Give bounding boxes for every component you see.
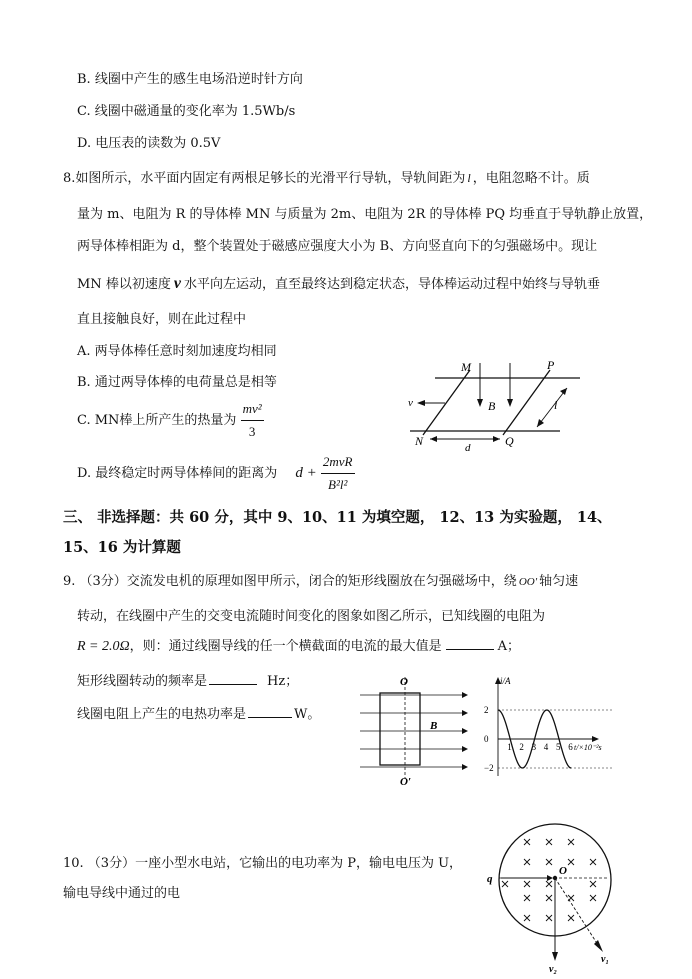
option-c-prev: C. 线圈中磁通量的变化率为 1.5Wb/s bbox=[77, 104, 296, 119]
q8-line1: 8.如图所示，水平面内固定有两根足够长的光滑平行导轨，导轨间距为 l ，电阻忽略不计。质 bbox=[63, 171, 590, 186]
q9-line2: 转动，在线圈中产生的交变电流随时间变化的图象如图乙所示，已知线圈的电阻为 bbox=[77, 609, 546, 624]
q9-line3: R = 2.0Ω，则：通过线圈导线的任一个横截面的电流的最大值是 A； bbox=[77, 639, 521, 654]
label-B: B bbox=[488, 399, 496, 413]
option-d-prev: D. 电压表的读数为 0.5V bbox=[77, 136, 221, 151]
answer-blank-power[interactable] bbox=[248, 707, 292, 718]
label-v2: v₂ bbox=[549, 964, 557, 975]
y-tick-label: 2 bbox=[484, 705, 489, 715]
field-cross-icon bbox=[502, 881, 508, 887]
x-tick-label: 3 bbox=[531, 742, 537, 752]
label-O-prime: O′ bbox=[400, 776, 412, 785]
field-cross-icon bbox=[590, 881, 596, 887]
label-l: l bbox=[554, 398, 558, 412]
field-cross-icon bbox=[546, 915, 552, 921]
label-v1: v₁ bbox=[601, 954, 609, 965]
q9-current-time-chart bbox=[476, 672, 612, 782]
q8-line3: 两导体棒相距为 d，整个装置处于磁感应强度大小为 B、方向竖直向下的匀强磁场中。现让 bbox=[77, 239, 598, 254]
field-cross-icon bbox=[546, 881, 552, 887]
field-cross-icon bbox=[590, 895, 596, 901]
section-3-heading-line1: 三、 非选择题：共 60 分，其中 9、10、11 为填空题， 12、13 为实验题， 14、 bbox=[63, 509, 612, 526]
q8-rails-figure bbox=[405, 355, 585, 455]
q8-line5: 直且接触良好，则在此过程中 bbox=[77, 312, 247, 327]
answer-blank-max-current[interactable] bbox=[446, 639, 494, 650]
q8-option-c: C. MN棒上所产生的热量为 $\frac{\text{mv²}}{3}$ bbox=[77, 398, 264, 443]
q9-coil-figure bbox=[358, 673, 468, 785]
field-cross-icon bbox=[590, 859, 596, 865]
x-tick-label: 4 bbox=[543, 742, 549, 752]
label-d: d bbox=[465, 442, 471, 454]
q8-line2: 量为 m、电阻为 R 的导体棒 MN 与质量为 2m、电阻为 2R 的导体棒 PQ 均垂直于导轨静止放置， bbox=[77, 207, 653, 222]
field-cross-icon bbox=[568, 915, 574, 921]
field-cross-icon bbox=[524, 839, 530, 845]
label-N: N bbox=[415, 434, 424, 448]
label-M: M bbox=[461, 360, 471, 374]
y-axis-label: i/A bbox=[500, 676, 511, 686]
label-P: P bbox=[547, 358, 555, 372]
q10-circular-field-figure bbox=[485, 820, 625, 976]
q9-line5: 线圈电阻上产生的电热功率是 W。 bbox=[77, 707, 321, 722]
option-d-fraction: $\frac{\text{2mvR}}{\text{B²l²}}$ bbox=[321, 451, 355, 496]
field-cross-icon bbox=[524, 859, 530, 865]
label-v: v bbox=[408, 397, 413, 409]
field-cross-icon bbox=[568, 839, 574, 845]
x-tick-label: 2 bbox=[519, 742, 524, 752]
x-tick-label: 5 bbox=[556, 742, 561, 752]
field-cross-icon bbox=[524, 915, 530, 921]
q10-line2: 输电导线中通过的电 bbox=[63, 886, 181, 901]
label-q: q bbox=[487, 873, 493, 885]
field-cross-icon bbox=[524, 881, 530, 887]
field-cross-icon bbox=[546, 859, 552, 865]
section-3-heading-line2: 15、16 为计算题 bbox=[63, 539, 181, 556]
label-Q: Q bbox=[505, 434, 514, 448]
label-B-field: B bbox=[430, 720, 438, 732]
x-tick-label: 6 bbox=[568, 742, 573, 752]
label-O: O bbox=[400, 676, 408, 688]
option-c-fraction: $\frac{\text{mv²}}{3}$ bbox=[241, 398, 264, 443]
x-tick-label: 1 bbox=[507, 742, 512, 752]
field-cross-icon bbox=[546, 839, 552, 845]
q8-option-b: B. 通过两导体棒的电荷量总是相等 bbox=[77, 375, 277, 390]
q9-line4: 矩形线圈转动的频率是 Hz； bbox=[77, 674, 299, 689]
q8-line4: MN 棒以初速度 v 水平向左运动，直至最终达到稳定状态，导体棒运动过程中始终与导轨垂 bbox=[77, 275, 600, 292]
y-tick-label: −2 bbox=[484, 763, 494, 773]
y-tick-label: 0 bbox=[484, 734, 489, 744]
q8-option-d: D. 最终稳定时两导体棒间的距离为 d + $\frac{\text{2mvR}}{\text{B²l²}}$ bbox=[77, 451, 355, 496]
label-O-center: O bbox=[559, 865, 567, 877]
field-cross-icon bbox=[546, 895, 552, 901]
q10-line1: 10. （3分）一座小型水电站，它输出的电功率为 P，输电电压为 U， bbox=[63, 856, 463, 871]
x-axis-label: t/×10⁻²s bbox=[574, 743, 602, 752]
q9-line1: 9. （3分）交流发电机的原理如图甲所示，闭合的矩形线圈放在匀强磁场中，绕 OO′ 轴匀速 bbox=[63, 574, 579, 589]
field-cross-icon bbox=[524, 895, 530, 901]
answer-blank-frequency[interactable] bbox=[209, 674, 257, 685]
option-b-prev: B. 线圈中产生的感生电场沿逆时针方向 bbox=[77, 72, 303, 87]
q8-option-a: A. 两导体棒任意时刻加速度均相同 bbox=[77, 344, 277, 359]
field-cross-icon bbox=[568, 859, 574, 865]
